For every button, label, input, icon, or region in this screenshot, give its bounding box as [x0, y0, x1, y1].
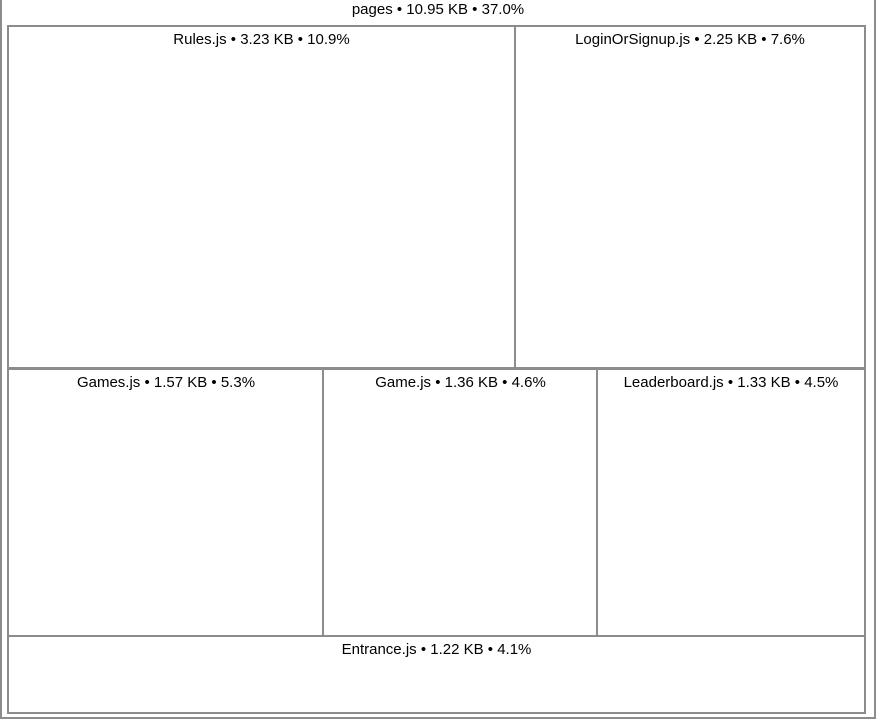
treemap-node-loginorsignup-js[interactable] — [514, 25, 866, 369]
treemap-node-rules-js[interactable] — [7, 25, 516, 369]
treemap-root-label: pages • 10.95 KB • 37.0% — [351, 1, 525, 18]
treemap-node-label: Games.js • 1.57 KB • 5.3% — [76, 374, 256, 391]
treemap-node-leaderboard-js[interactable] — [596, 368, 866, 637]
treemap-node-label: Leaderboard.js • 1.33 KB • 4.5% — [623, 374, 839, 391]
treemap-node-games-js[interactable] — [7, 368, 325, 637]
treemap-node-label: LoginOrSignup.js • 2.25 KB • 7.6% — [575, 31, 805, 48]
treemap-node-label: Entrance.js • 1.22 KB • 4.1% — [341, 641, 532, 658]
treemap-node-label: Game.js • 1.36 KB • 4.6% — [375, 374, 546, 391]
treemap-node-game-js[interactable] — [322, 368, 599, 637]
treemap-node-entrance-js[interactable] — [7, 635, 866, 714]
treemap-node-label: Rules.js • 3.23 KB • 10.9% — [173, 31, 350, 48]
